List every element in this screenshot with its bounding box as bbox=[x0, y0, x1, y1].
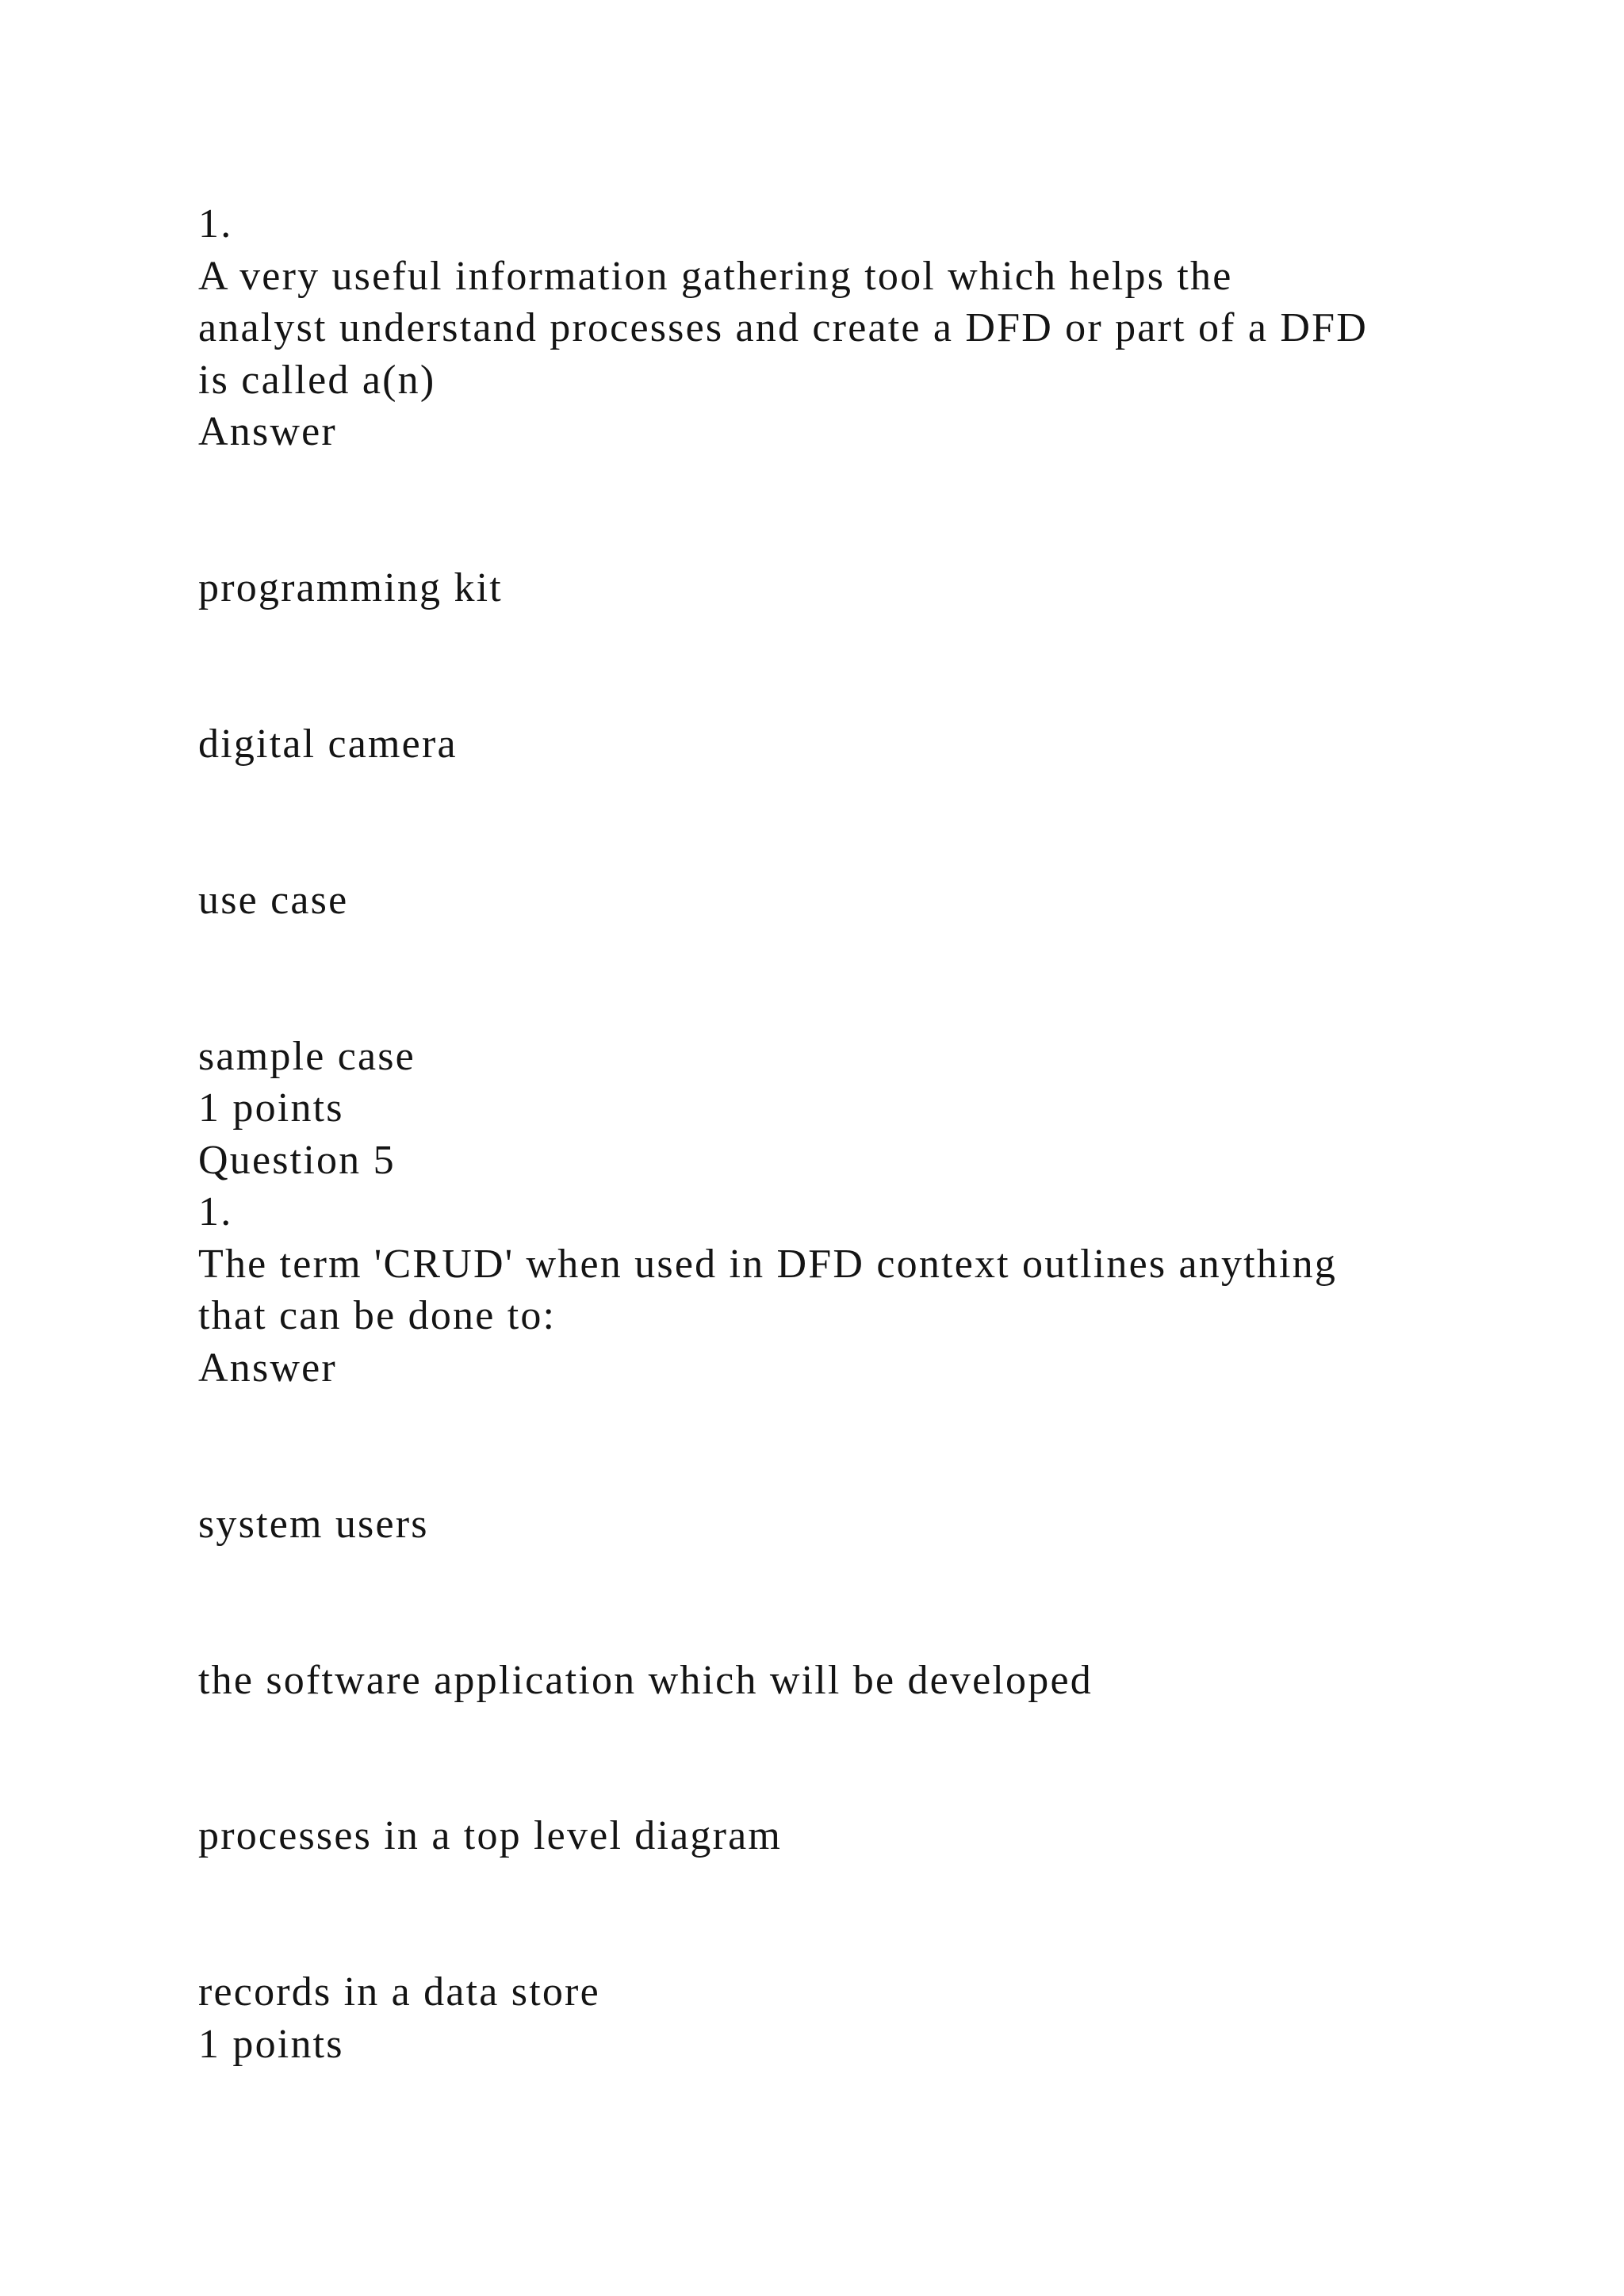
blank-space bbox=[198, 1395, 1467, 1498]
question-number: 1. bbox=[198, 1189, 233, 1235]
answer-option: the software application which will be developed bbox=[198, 1657, 1093, 1703]
blank-space bbox=[198, 926, 1467, 1030]
answer-label: Answer bbox=[198, 409, 337, 455]
question-text: that can be done to: bbox=[198, 1293, 557, 1339]
question-text: A very useful information gathering tool which helps the bbox=[198, 253, 1233, 299]
answer-option: system users bbox=[198, 1501, 429, 1547]
question-text: is called a(n) bbox=[198, 357, 436, 403]
document-page bbox=[198, 198, 1467, 2070]
answer-option: records in a data store bbox=[198, 1969, 600, 2015]
answer-option: digital camera bbox=[198, 721, 458, 767]
blank-space bbox=[198, 1706, 1467, 1810]
answer-option: programming kit bbox=[198, 565, 503, 611]
answer-option: sample case bbox=[198, 1033, 416, 1079]
points-label: 1 points bbox=[198, 1085, 344, 1131]
blank-space bbox=[198, 771, 1467, 874]
blank-space bbox=[198, 458, 1467, 562]
points-label: 1 points bbox=[198, 2021, 344, 2067]
answer-option: processes in a top level diagram bbox=[198, 1813, 783, 1859]
blank-space bbox=[198, 614, 1467, 718]
answer-option: use case bbox=[198, 877, 349, 923]
question-text: The term 'CRUD' when used in DFD context outlines anything bbox=[198, 1241, 1338, 1287]
question-text: analyst understand processes and create a DFD or part of a DFD bbox=[198, 305, 1368, 351]
question-number: 1. bbox=[198, 201, 233, 247]
answer-label: Answer bbox=[198, 1345, 337, 1391]
blank-space bbox=[198, 1550, 1467, 1654]
question-heading: Question 5 bbox=[198, 1137, 396, 1183]
blank-space bbox=[198, 1862, 1467, 1966]
